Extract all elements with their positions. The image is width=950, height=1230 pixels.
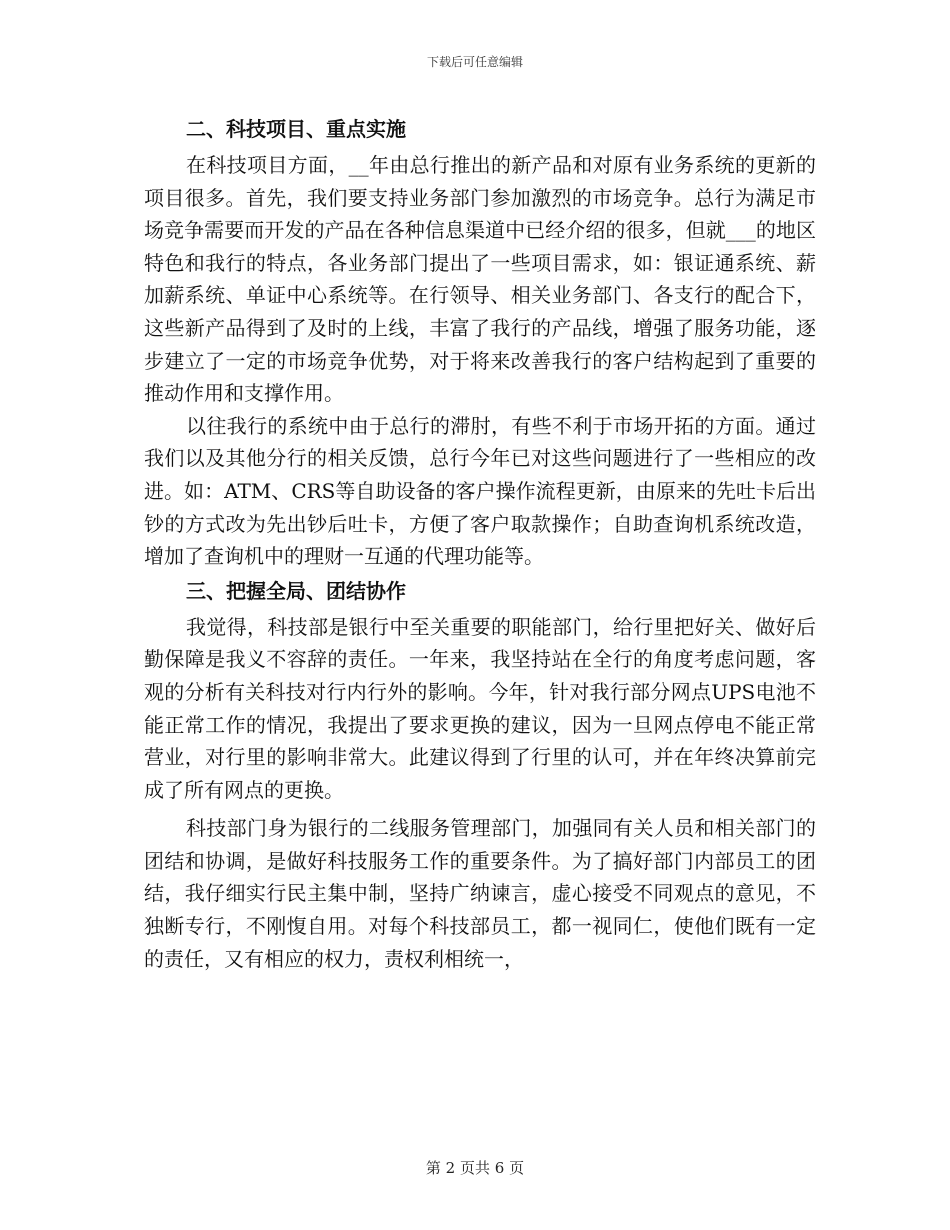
paragraph: 我觉得，科技部是银行中至关重要的职能部门，给行里把好关、做好后勤保障是我义不容辞的责任。一年来，我坚持站在全行的角度考虑问题，客观的分析有关科技对行内行外的影响。今年，针对我行部分网点UPS电池不能正常工作的情况，我提出了要求更换的建议，因为一旦网点停电不能正常营业，对行里的影响非常大。此建议得到了行里的认可，并在年终决算前完成了所有网点的更换。 [144, 614, 816, 802]
paragraph: 在科技项目方面，__年由总行推出的新产品和对原有业务系统的更新的项目很多。首先，我们要支持业务部门参加激烈的市场竞争。总行为满足市场竞争需要而开发的产品在各种信息渠道中已经介绍的很多，但就___的地区特色和我行的特点，各业务部门提出了一些项目需求，如：银证通系统、薪加薪系统、单证中心系统等。在行领导、相关业务部门、各支行的配合下，这些新产品得到了及时的上线，丰富了我行的产品线，增强了服务功能，逐步建立了一定的市场竞争优势，对于将来改善我行的客户结构起到了重要的推动作用和支撑作用。 [144, 153, 816, 406]
page-number: 第 2 页共 6 页 [425, 1159, 525, 1177]
section-heading-3: 三、把握全局、团结协作 [186, 578, 406, 603]
document-body [144, 113, 816, 975]
paragraph: 科技部门身为银行的二线服务管理部门，加强同有关人员和相关部门的团结和协调，是做好科技服务工作的重要条件。为了搞好部门内部员工的团结，我仔细实行民主集中制，坚持广纳谏言，虚心接受不同观点的意见，不独断专行，不刚愎自用。对每个科技部员工，都一视同仁，使他们既有一定的责任，又有相应的权力，责权利相统一， [144, 816, 816, 971]
section-heading-2: 二、科技项目、重点实施 [186, 117, 406, 141]
page-header: 下载后可任意编辑 [426, 55, 523, 69]
paragraph: 以往我行的系统中由于总行的滞肘，有些不利于市场开拓的方面。通过我们以及其他分行的相关反馈，总行今年已对这些问题进行了一些相应的改进。如：ATM、CRS等自助设备的客户操作流程更新，由原来的先吐卡后出钞的方式改为先出钞后吐卡，方便了客户取款操作；自助查询机系统改造，增加了查询机中的理财一互通的代理功能等。 [144, 413, 816, 569]
